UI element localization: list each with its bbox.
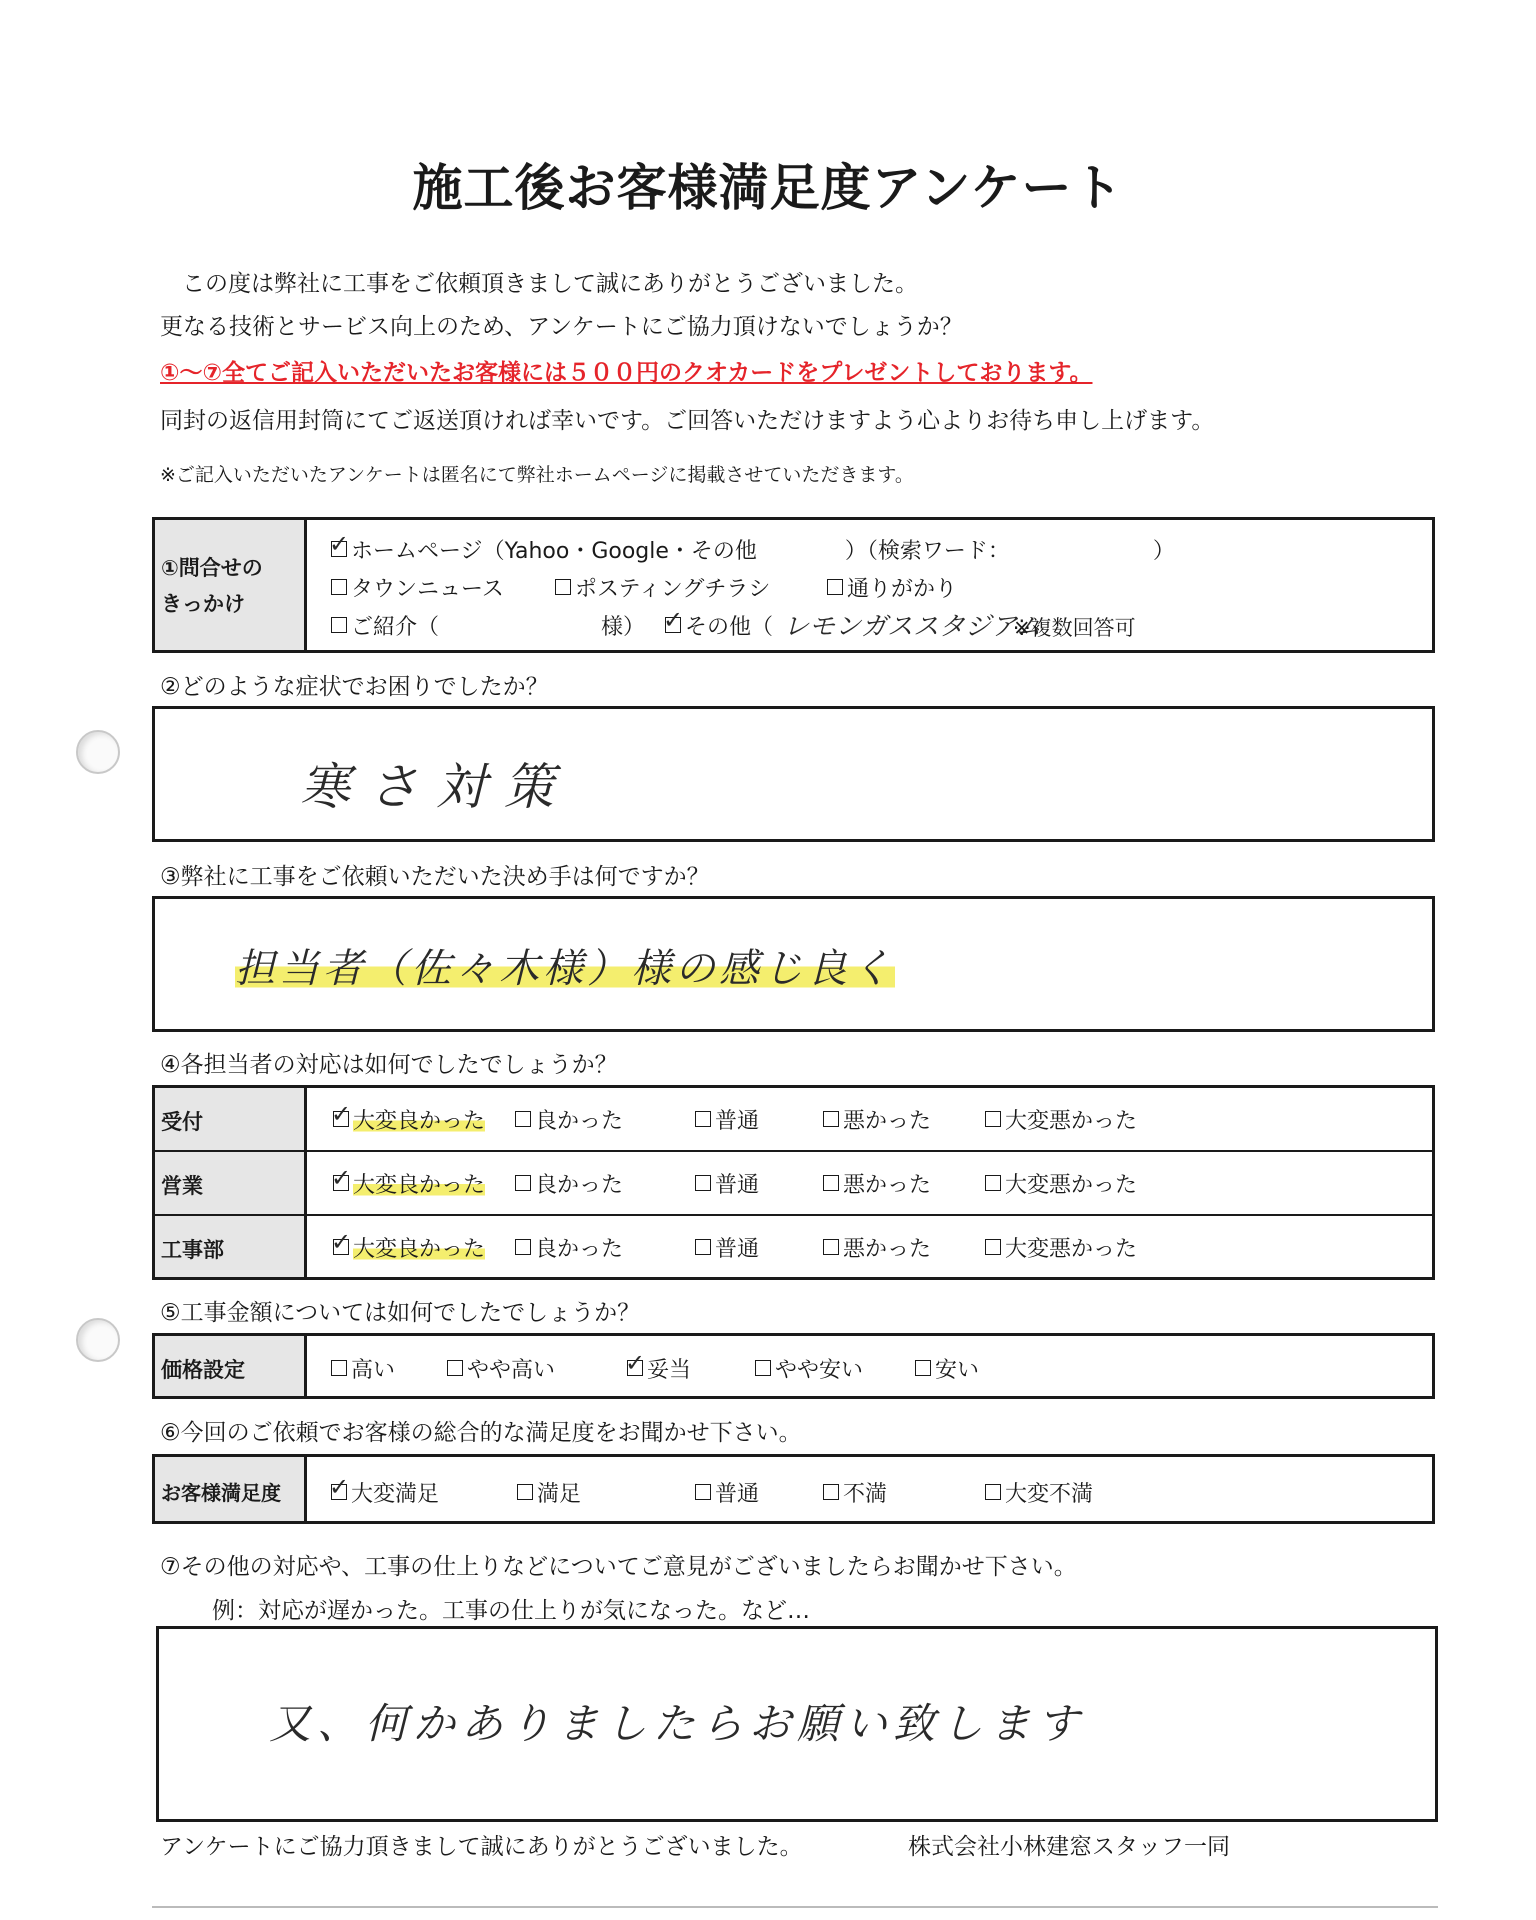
checkbox-icon[interactable] — [331, 1228, 352, 1256]
anonymity-note: ※ご記入いただいたアンケートは匿名にて弊社ホームページに掲載させていただきます。 — [160, 464, 914, 486]
checkbox-icon[interactable] — [625, 1349, 646, 1377]
checkbox-icon[interactable] — [331, 1100, 352, 1128]
q1-label — [155, 520, 307, 650]
checkbox-icon[interactable] — [985, 1111, 1001, 1127]
checkbox-icon[interactable] — [329, 530, 350, 558]
q4-construction-option-normal[interactable] — [695, 1232, 759, 1263]
q4-reception-option-bad[interactable] — [823, 1104, 931, 1135]
checkbox-icon[interactable] — [331, 1164, 352, 1192]
checkbox-icon[interactable] — [823, 1111, 839, 1127]
q1-passing-label: 通りがかり — [847, 577, 958, 602]
checkbox-icon[interactable] — [695, 1111, 711, 1127]
option-label: 大変満足 — [351, 1482, 440, 1507]
checkmark-icon: ✓ — [329, 1473, 350, 1501]
q4-construction-option-bad[interactable] — [823, 1232, 931, 1263]
option-label: 良かった — [535, 1237, 624, 1262]
checkbox-icon[interactable] — [695, 1175, 711, 1191]
option-label: 普通 — [715, 1237, 760, 1262]
option-label: 不満 — [843, 1482, 888, 1507]
checkbox-icon[interactable] — [695, 1484, 711, 1500]
q4-sales-option-good[interactable] — [515, 1168, 623, 1199]
q2-answer-box[interactable] — [152, 706, 1435, 842]
binder-hole-icon — [76, 730, 120, 774]
option-label: 妥当 — [647, 1358, 692, 1383]
q5-option-slightly-high[interactable] — [447, 1353, 555, 1384]
checkbox-icon[interactable] — [663, 606, 684, 634]
q2-question: ②どのような症状でお困りでしたか？ — [160, 674, 549, 700]
q7-handwritten-answer: 又、何かありましたらお願い致します — [269, 1699, 1086, 1748]
q4-sales-option-very-bad[interactable] — [985, 1168, 1137, 1199]
q1-referral-label: ご紹介（ — [351, 615, 440, 640]
checkbox-icon[interactable] — [985, 1175, 1001, 1191]
q3-handwritten-answer — [235, 937, 895, 994]
q5-option-reasonable[interactable] — [625, 1349, 692, 1384]
option-label: 大変悪かった — [1005, 1109, 1138, 1134]
checkbox-icon[interactable] — [517, 1484, 533, 1500]
checkbox-icon[interactable] — [755, 1360, 771, 1376]
checkbox-icon[interactable] — [827, 579, 843, 595]
q4-reception-option-very-good[interactable] — [331, 1100, 486, 1135]
q7-example: 例：対応が遅かった。工事の仕上りが気になった。など… — [212, 1598, 810, 1624]
q4-row-sales — [155, 1150, 1432, 1216]
q5-option-high[interactable] — [331, 1353, 395, 1384]
option-label: 大変良かった — [353, 1237, 486, 1262]
q4-sales-option-normal[interactable] — [695, 1168, 759, 1199]
option-label: 大変良かった — [353, 1173, 486, 1198]
option-label: 大変悪かった — [1005, 1173, 1138, 1198]
q1-label-line2: きっかけ — [161, 592, 245, 616]
q6-table — [152, 1454, 1435, 1524]
checkbox-icon[interactable] — [985, 1484, 1001, 1500]
q4-construction-option-very-bad[interactable] — [985, 1232, 1137, 1263]
q7-answer-box[interactable] — [156, 1626, 1438, 1822]
checkbox-icon[interactable] — [915, 1360, 931, 1376]
q3-answer-box[interactable] — [152, 896, 1435, 1032]
footer-thanks: アンケートにご協力頂きまして誠にありがとうございました。 — [160, 1834, 803, 1860]
page-title: 施工後お客様満足度アンケート — [412, 159, 1124, 217]
q1-referral-suffix: 様） — [601, 615, 646, 640]
option-label: 普通 — [715, 1173, 760, 1198]
bottom-divider — [152, 1906, 1438, 1908]
q4-row-construction — [155, 1214, 1432, 1277]
checkbox-icon[interactable] — [823, 1175, 839, 1191]
checkbox-icon[interactable] — [331, 579, 347, 595]
option-label: やや安い — [775, 1358, 864, 1383]
q6-option-dissatisfied[interactable] — [823, 1477, 887, 1508]
option-label: 安い — [935, 1358, 980, 1383]
q1-option-posting[interactable] — [555, 572, 770, 603]
q4-reception-option-normal[interactable] — [695, 1104, 759, 1135]
checkbox-icon[interactable] — [329, 1473, 350, 1501]
footer-company: 株式会社小林建窓スタッフ一同 — [908, 1834, 1230, 1860]
q1-other-label: その他（ — [685, 615, 774, 640]
checkbox-icon[interactable] — [695, 1239, 711, 1255]
q6-question: ⑥今回のご依頼でお客様の総合的な満足度をお聞かせ下さい。 — [160, 1420, 802, 1446]
q1-homepage-detail: （Yahoo・Google・その他 ）（検索ワード： ） — [482, 539, 1175, 564]
q5-option-slightly-cheap[interactable] — [755, 1353, 863, 1384]
q6-option-normal[interactable] — [695, 1477, 759, 1508]
option-label: 普通 — [715, 1482, 760, 1507]
q4-reception-option-very-bad[interactable] — [985, 1104, 1137, 1135]
checkmark-icon: ✓ — [329, 530, 350, 558]
option-label: 悪かった — [843, 1237, 932, 1262]
q1-option-passing[interactable] — [827, 572, 957, 603]
q1-town-label: タウンニュース — [351, 577, 504, 602]
intro-line-4: 同封の返信用封筒にてご返送頂ければ幸いです。ご回答いただけますよう心よりお待ち申し上げます。 — [160, 408, 1215, 434]
q1-other-handwritten: レモンガススタジアム — [783, 612, 1042, 642]
q1-option-referral[interactable] — [331, 610, 439, 641]
q6-option-very-dissatisfied[interactable] — [985, 1477, 1093, 1508]
q4-reception-option-good[interactable] — [515, 1104, 623, 1135]
checkmark-icon: ✓ — [625, 1349, 646, 1377]
q4-sales-option-bad[interactable] — [823, 1168, 931, 1199]
checkmark-icon: ✓ — [331, 1228, 352, 1256]
q1-multi-note: ※複数回答可 — [1013, 616, 1136, 640]
q6-option-very-satisfied[interactable] — [329, 1473, 440, 1508]
q1-label-line1: ①問合せの — [161, 556, 263, 580]
q7-question: ⑦その他の対応や、工事の仕上りなどについてご意見がございましたらお聞かせ下さい。 — [160, 1554, 1077, 1580]
option-label: 良かった — [535, 1173, 624, 1198]
q4-construction-option-very-good[interactable] — [331, 1228, 486, 1263]
q4-row-label: 受付 — [161, 1110, 203, 1134]
checkbox-icon[interactable] — [515, 1239, 531, 1255]
option-label: 大変悪かった — [1005, 1237, 1138, 1262]
intro-present-notice: ①～⑦全てご記入いただいたお客様には５００円のクオカードをプレゼントしております。 — [160, 360, 1093, 386]
q3-question: ③弊社に工事をご依頼いただいた決め手は何ですか？ — [160, 864, 710, 890]
option-label: 大変不満 — [1005, 1482, 1094, 1507]
q4-row-label: 工事部 — [161, 1238, 224, 1262]
q1-option-other[interactable] — [663, 606, 774, 641]
checkbox-icon[interactable] — [985, 1239, 1001, 1255]
q5-label: 価格設定 — [155, 1336, 307, 1396]
option-label: 普通 — [715, 1109, 760, 1134]
q5-option-cheap[interactable] — [915, 1353, 979, 1384]
q5-question: ⑤工事金額については如何でしたでしょうか？ — [160, 1300, 641, 1326]
q1-option-town-news[interactable] — [331, 572, 504, 603]
q1-option-homepage[interactable] — [329, 530, 1175, 565]
option-label: 高い — [351, 1358, 396, 1383]
option-label: 満足 — [537, 1482, 582, 1507]
q5-table — [152, 1333, 1435, 1399]
checkbox-icon[interactable] — [331, 617, 347, 633]
q3-answer-text: 担当者（佐々木様）様の感じ良く — [235, 946, 895, 992]
q1-posting-label: ポスティングチラシ — [575, 577, 771, 602]
checkmark-icon: ✓ — [331, 1100, 352, 1128]
q1-homepage-label: ホームページ — [351, 539, 483, 564]
q4-table — [152, 1085, 1435, 1280]
option-label: 良かった — [535, 1109, 624, 1134]
q4-question: ④各担当者の対応は如何でしたでしょうか？ — [160, 1052, 618, 1078]
q1-box — [152, 517, 1435, 653]
intro-line-1: この度は弊社に工事をご依頼頂きまして誠にありがとうございました。 — [182, 271, 918, 297]
option-label: 大変良かった — [353, 1109, 486, 1134]
checkbox-icon[interactable] — [447, 1360, 463, 1376]
option-label: 悪かった — [843, 1109, 932, 1134]
checkbox-icon[interactable] — [823, 1484, 839, 1500]
option-label: やや高い — [467, 1358, 556, 1383]
checkbox-icon[interactable] — [515, 1111, 531, 1127]
checkmark-icon: ✓ — [331, 1164, 352, 1192]
intro-line-2: 更なる技術とサービス向上のため、アンケートにご協力頂けないでしょうか？ — [160, 314, 963, 340]
q4-row-label: 営業 — [161, 1174, 203, 1198]
q4-sales-option-very-good[interactable] — [331, 1164, 486, 1199]
q4-construction-option-good[interactable] — [515, 1232, 623, 1263]
q6-option-satisfied[interactable] — [517, 1477, 581, 1508]
checkmark-icon: ✓ — [663, 606, 684, 634]
checkbox-icon[interactable] — [331, 1360, 347, 1376]
checkbox-icon[interactable] — [555, 579, 571, 595]
q4-row-reception — [155, 1088, 1432, 1152]
q2-handwritten-answer: 寒さ対策 — [300, 758, 572, 816]
q6-label: お客様満足度 — [155, 1457, 307, 1521]
binder-hole-icon — [76, 1318, 120, 1362]
option-label: 悪かった — [843, 1173, 932, 1198]
checkbox-icon[interactable] — [515, 1175, 531, 1191]
checkbox-icon[interactable] — [823, 1239, 839, 1255]
